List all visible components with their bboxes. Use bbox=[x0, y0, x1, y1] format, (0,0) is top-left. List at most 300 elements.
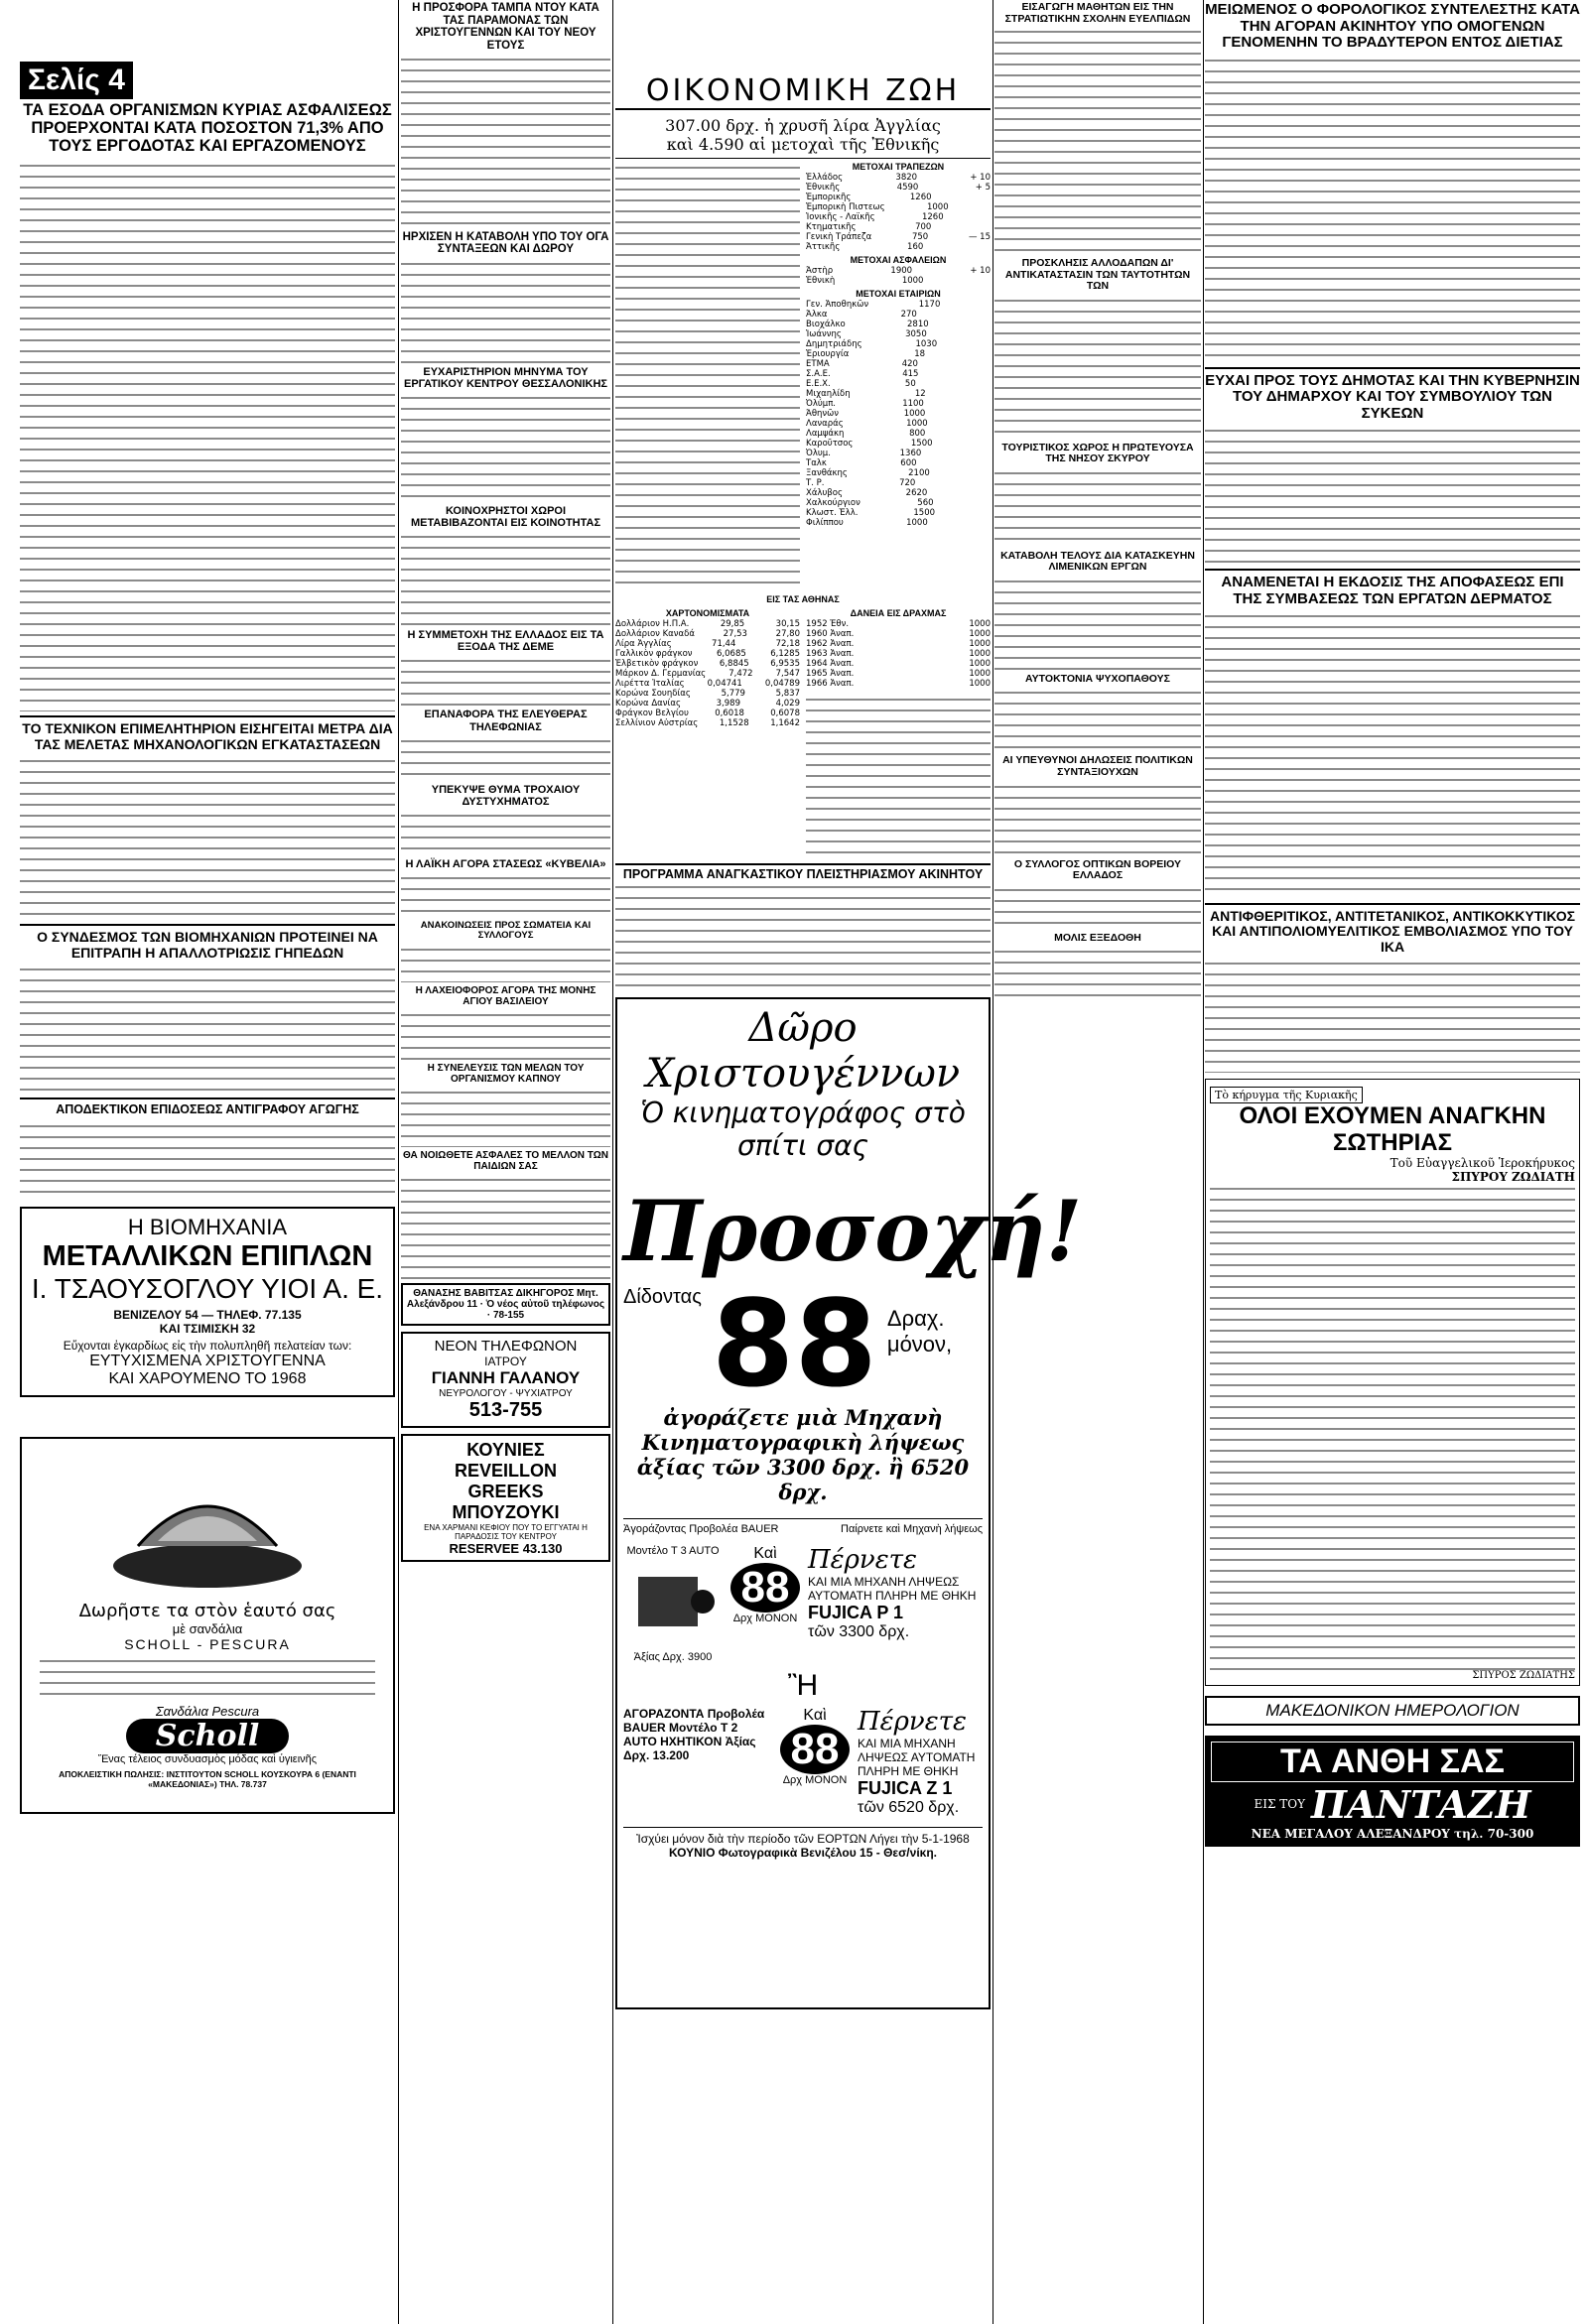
table-cell: Ἐθνικὴ bbox=[806, 275, 836, 286]
ad-subtitle: Ὁ κινηματογράφος στὸ σπίτι σας bbox=[640, 1096, 966, 1162]
table-cell: Γαλλικὸν φράγκον bbox=[615, 648, 693, 659]
table-row bbox=[615, 629, 800, 639]
table-cell: + 10 bbox=[970, 172, 991, 183]
table-cell: Ἐμπορικὴ Πιστεως bbox=[806, 201, 885, 212]
table-cell: 27,80 bbox=[775, 628, 800, 639]
table-cell: 1000 bbox=[901, 275, 924, 286]
table-row bbox=[806, 488, 991, 498]
headline-harbour: ΚΑΤΑΒΟΛΗ ΤΕΛΟΥΣ ΔΙΑ ΚΑΤΑΣΚΕΥΗΝ ΛΙΜΕΝΙΚΩΝ ΕΡΓΩΝ bbox=[1000, 549, 1195, 574]
table-cell: Λαμψάκη bbox=[806, 428, 845, 439]
article-body bbox=[994, 885, 1201, 930]
article-body bbox=[401, 393, 610, 502]
article-body bbox=[401, 532, 610, 626]
article-body bbox=[20, 965, 395, 1094]
headline-telephony: ΕΠΑΝΑΦΟΡΑ ΤΗΣ ΕΛΕΥΘΕΡΑΣ ΤΗΛΕΦΩΝΙΑΣ bbox=[424, 709, 588, 733]
table-row bbox=[806, 369, 991, 379]
table-row bbox=[615, 649, 800, 659]
bank-shares-table bbox=[806, 173, 991, 252]
table-row bbox=[615, 679, 800, 689]
table-cell: Γενικὴ Τράπεζα bbox=[806, 231, 872, 242]
ad-line: ΚΟΥΝΙΟ Φωτογραφικὰ Βενιζέλου 15 - Θεσ/νίκη. bbox=[668, 1845, 938, 1860]
ad-line: Πέρνετε bbox=[858, 1706, 968, 1737]
furniture-advertisement bbox=[20, 1207, 395, 1397]
table-cell: 1963 Ἀναπ. bbox=[806, 648, 855, 659]
table-cell: 1100 bbox=[902, 398, 924, 409]
table-cell: Ἐμπορικῆς bbox=[806, 192, 852, 202]
table-cell: Κορώνα Δανίας bbox=[615, 698, 681, 709]
column-3-economy bbox=[615, 0, 1083, 2324]
flowers-ad bbox=[1205, 1736, 1580, 1847]
table-row bbox=[806, 458, 991, 468]
table-cell: 29,85 bbox=[720, 618, 745, 629]
loans-table bbox=[806, 619, 991, 689]
table-cell: Τ. Ρ. bbox=[806, 477, 825, 488]
table-row bbox=[806, 518, 991, 528]
table-cell: 0,04741 bbox=[707, 678, 742, 689]
table-cell: — 15 bbox=[968, 231, 991, 242]
ad-body bbox=[40, 1656, 375, 1700]
headline-children-future: ΘΑ ΝΟΙΩΘΕΤΕ ΑΣΦΑΛΕΣ ΤΟ ΜΕΛΛΟΝ ΤΩΝ ΠΑΙΔΙΩΝ ΣΑΣ bbox=[403, 1149, 608, 1172]
table-row bbox=[806, 349, 991, 359]
article-body bbox=[1205, 611, 1580, 899]
lawyer-ad: ΘΑΝΑΣΗΣ ΒΑΒΙΤΣΑΣ ΔΙΚΗΓΟΡΟΣ Μητ. Αλεξάνδρου 11 · Ὁ νέος αὐτοῦ τηλέφωνος · 78-155 bbox=[401, 1283, 610, 1326]
table-row bbox=[806, 173, 991, 183]
table-cell: 1030 bbox=[915, 338, 938, 349]
table-row bbox=[806, 329, 991, 339]
table-cell: Καροῦτσος bbox=[806, 438, 854, 449]
table-row bbox=[806, 276, 991, 286]
table-cell: 6,9535 bbox=[770, 658, 800, 669]
article-body bbox=[401, 1175, 610, 1279]
ad-line: ΝΕΟΝ ΤΗΛΕΦΩΝΟΝ bbox=[434, 1337, 578, 1355]
table-row bbox=[615, 639, 800, 649]
byline-name: ΣΠΥΡΟΥ ΖΩΔΙΑΤΗ bbox=[1451, 1169, 1575, 1184]
table-cell: 18 bbox=[914, 348, 926, 359]
column-4 bbox=[994, 0, 1201, 2324]
table-row bbox=[806, 669, 991, 679]
table-cell: 1,1642 bbox=[770, 717, 800, 728]
table-cell: Ἰονικῆς - Λαϊκῆς bbox=[806, 211, 875, 222]
ad-line: ΝΕΥΡΟΛΟΓΟΥ - ΨΥΧΙΑΤΡΟΥ bbox=[439, 1387, 573, 1399]
table-cell: 1260 bbox=[921, 211, 944, 222]
column-2 bbox=[401, 0, 610, 2324]
table-cell: Μάρκον Δ. Γερμανίας bbox=[615, 668, 707, 679]
ad-line: Η ΒΙΟΜΗΧΑΝΙΑ bbox=[127, 1214, 288, 1239]
ad-line: Καὶ bbox=[753, 1544, 777, 1562]
headline-opticians: Ο ΣΥΛΛΟΓΟΣ ΟΠΤΙΚΩΝ ΒΟΡΕΙΟΥ ΕΛΛΑΔΟΣ bbox=[1013, 857, 1182, 882]
table-row bbox=[806, 300, 991, 310]
table-row bbox=[615, 718, 800, 728]
table-cell: Ἑλλάδος bbox=[806, 172, 844, 183]
ad-line: Σανδάλια Pescura bbox=[155, 1703, 260, 1719]
article-body bbox=[994, 296, 1201, 440]
table-cell: Λαναράς bbox=[806, 418, 844, 429]
table-row bbox=[615, 669, 800, 679]
ad-line: ΕΙΣ ΤΟΥ bbox=[1254, 1797, 1306, 1812]
economy-section-title: ΟΙΚΟΝΟΜΙΚΗ ΖΩΗ bbox=[615, 73, 991, 110]
ad-title: Δῶρο Χριστουγέννων bbox=[645, 1004, 961, 1097]
ad-line: ΚΑΙ ΜΙΑ ΜΗΧΑΝΗ ΛΗΨΕΩΣ ΑΥΤΟΜΑΤΗ ΠΛΗΡΗ ΜΕ ΘΗΚΗ bbox=[858, 1736, 976, 1778]
table-cell: 1000 bbox=[969, 638, 991, 649]
table-row bbox=[806, 679, 991, 689]
article-body bbox=[994, 782, 1201, 856]
table-cell: 3050 bbox=[905, 328, 927, 339]
table-row bbox=[806, 468, 991, 478]
headline-lottery-market: Η ΛΑΧΕΙΟΦΟΡΟΣ ΑΓΟΡΑ ΤΗΣ ΜΟΝΗΣ ΑΓΙΟΥ ΒΑΣΙΛΕΙΟΥ bbox=[415, 984, 596, 1007]
headline-labor-center: ΕΥΧΑΡΙΣΤΗΡΙΟΝ ΜΗΝΥΜΑ ΤΟΥ ΕΡΓΑΤΙΚΟΥ ΚΕΝΤΡΟΥ ΘΕΣΣΑΛΟΝΙΚΗΣ bbox=[403, 365, 608, 390]
table-cell: 1000 bbox=[926, 201, 949, 212]
table-row bbox=[806, 649, 991, 659]
ad-line: Δίδοντας bbox=[623, 1285, 702, 1308]
table-cell: 1964 Ἀναπ. bbox=[806, 658, 855, 669]
headline-leather-workers: ΑΝΑΜΕΝΕΤΑΙ Η ΕΚΔΟΣΙΣ ΤΗΣ ΑΠΟΦΑΣΕΩΣ ΕΠΙ ΤΗΣ ΣΥΜΒΑΣΕΩΣ ΤΩΝ ΕΡΓΑΤΩΝ ΔΕΡΜΑΤΟΣ bbox=[1205, 569, 1580, 607]
table-row bbox=[615, 659, 800, 669]
ad-line: ΜΠΟΥΖΟΥΚΙ bbox=[452, 1501, 560, 1522]
ad-line: Ἰσχύει μόνον διὰ τὴν περίοδο τῶν ΕΟΡΤΩΝ Λήγει τὴν 5-1-1968 bbox=[623, 1827, 983, 1846]
table-cell: Κτηματικῆς bbox=[806, 221, 857, 232]
ad-line: Δρχ ΜΟΝΟΝ bbox=[782, 1773, 848, 1786]
economy-subtitle: 307.00 δρχ. ἡ χρυσῆ λίρα Ἀγγλίας bbox=[665, 116, 941, 135]
article-body bbox=[401, 1010, 610, 1060]
table-row bbox=[806, 222, 991, 232]
ad-line: ΑΠΟΚΛΕΙΣΤΙΚΗ ΠΩΛΗΣΙΣ: ΙΝΣΤΙΤΟΥΤΟΝ SCHOLL ΚΟΥΣΚΟΥΡΑ 6 (ΕΝΑΝΤΙ «ΜΑΚΕΔΟΝΙΑΣ») ΤΗΛ. 78.737 bbox=[59, 1768, 356, 1789]
sermon-body bbox=[1210, 1184, 1575, 1670]
cinema-camera-ad bbox=[615, 997, 1083, 2009]
ad-line: Ἕνας τέλειος συνδυασμὸς μόδας καὶ ὑγιεινῆς bbox=[97, 1752, 318, 1765]
ad-line: Ἀγοράζοντας Προβολέα BAUER bbox=[623, 1522, 779, 1535]
headline-oga: ΗΡΧΙΣΕΝ Η ΚΑΤΑΒΟΛΗ ΥΠΟ ΤΟΥ ΟΓΑ ΣΥΝΤΑΞΕΩΝ ΚΑΙ ΔΩΡΟΥ bbox=[402, 230, 609, 256]
table-row bbox=[806, 193, 991, 202]
table-cell: 1260 bbox=[909, 192, 932, 202]
table-title: ΜΕΤΟΧΑΙ ΤΡΑΠΕΖΩΝ bbox=[852, 162, 945, 172]
table-row bbox=[806, 379, 991, 389]
ad-line: 513-755 bbox=[468, 1398, 543, 1421]
market-article bbox=[615, 163, 800, 589]
table-row bbox=[615, 619, 800, 629]
table-cell: Δολλάριον Καναδά bbox=[615, 628, 695, 639]
table-cell: Ὀλυμ. bbox=[806, 448, 831, 458]
ad-line: τῶν 6520 δρχ. bbox=[858, 1798, 960, 1816]
table-row bbox=[806, 629, 991, 639]
headline-pensioners: ΑΙ ΥΠΕΥΘΥΝΟΙ ΔΗΛΩΣΕΙΣ ΠΟΛΙΤΙΚΩΝ ΣΥΝΤΑΞΙΟΥΧΩΝ bbox=[1002, 754, 1193, 779]
table-cell: Χάλυβος bbox=[806, 487, 843, 498]
table-cell: Ἀθηνῶν bbox=[806, 408, 840, 419]
table-row bbox=[615, 699, 800, 709]
table-cell: Ἐριουργία bbox=[806, 348, 850, 359]
headline-tax-rate: ΜΕΙΩΜΕΝΟΣ Ο ΦΟΡΟΛΟΓΙΚΟΣ ΣΥΝΤΕΛΕΣΤΗΣ ΚΑΤΑ ΤΗΝ ΑΓΟΡΑΝ ΑΚΙΝΗΤΟΥ ΥΠΟ ΟΜΟΓΕΝΩΝ ΓΕΝΟΜΕΝΗΝ ΤΟ ΒΡΑΔΥΤΕΡΟΝ ΕΝΤΟΣ ΔΙΕΤΙΑΣ bbox=[1205, 1, 1580, 51]
table-cell: 1500 bbox=[910, 438, 933, 449]
table-cell: 600 bbox=[900, 457, 917, 468]
table-cell: 750 bbox=[911, 231, 929, 242]
table-cell: 7,472 bbox=[728, 668, 753, 679]
article-body bbox=[401, 873, 610, 918]
table-row bbox=[806, 419, 991, 429]
table-cell: Γεν. Ἀποθηκῶν bbox=[806, 299, 869, 310]
table-row bbox=[806, 439, 991, 449]
headline-common-spaces: ΚΟΙΝΟΧΡΗΣΤΟΙ ΧΩΡΟΙ ΜΕΤΑΒΙΒΑΖΟΝΤΑΙ ΕΙΣ ΚΟΙΝΟΤΗΤΑΣ bbox=[410, 505, 601, 530]
headline-tobacco: Η ΣΥΝΕΛΕΥΣΙΣ ΤΩΝ ΜΕΛΩΝ ΤΟΥ ΟΡΓΑΝΙΣΜΟΥ ΚΑΠΝΟΥ bbox=[427, 1062, 585, 1085]
table-row bbox=[806, 399, 991, 409]
table-cell: 6,0685 bbox=[717, 648, 746, 659]
table-cell: 1,1528 bbox=[719, 717, 749, 728]
ad-line: ΤΑ ΑΝΘΗ ΣΑΣ bbox=[1211, 1742, 1574, 1782]
table-cell: + 10 bbox=[970, 265, 991, 276]
ad-line: ΝΕΑ ΜΕΓΑΛΟΥ ΑΛΕΞΑΝΔΡΟΥ τηλ. 70-300 bbox=[1251, 1826, 1534, 1841]
ad-line: ΚΑΙ ΜΙΑ ΜΗΧΑΝΗ ΛΗΨΕΩΣ ΑΥΤΟΜΑΤΗ ΠΛΗΡΗ ΜΕ ΘΗΚΗ bbox=[808, 1574, 977, 1603]
headline-skyros: ΤΟΥΡΙΣΤΙΚΟΣ ΧΩΡΟΣ Η ΠΡΩΤΕΥΟΥΣΑ ΤΗΣ ΝΗΣΟΥ ΣΚΥΡΟΥ bbox=[1001, 441, 1194, 465]
article-body bbox=[1205, 426, 1580, 565]
headline-market: Η ΛΑΪΚΗ ΑΓΟΡΑ ΣΤΑΣΕΩΣ «ΚΥΒΕΛΙΑ» bbox=[405, 857, 606, 870]
headline-salvation: ΟΛΟΙ ΕΧΟΥΜΕΝ ΑΝΑΓΚΗΝ ΣΩΤΗΡΙΑΣ bbox=[1239, 1102, 1546, 1156]
table-row bbox=[806, 449, 991, 458]
table-cell: Ἑλβετικὸν φράγκον bbox=[615, 658, 699, 669]
ad-line: Πέρνετε bbox=[808, 1544, 918, 1575]
table-title: ΕΙΣ ΤΑΣ ΑΘΗΝΑΣ bbox=[766, 594, 840, 604]
article-body bbox=[20, 1121, 395, 1201]
table-cell: 4,029 bbox=[775, 698, 800, 709]
headline-court-notice: ΑΠΟΔΕΚΤΙΚΟΝ ΕΠΙΔΟΣΕΩΣ ΑΝΤΙΓΡΑΦΟΥ ΑΓΩΓΗΣ bbox=[20, 1097, 395, 1117]
headline-vaccination: ΑΝΤΙΦΘΕΡΙΤΙΚΟΣ, ΑΝΤΙΤΕΤΑΝΙΚΟΣ, ΑΝΤΙΚΟΚΚΥΤΙΚΟΣ ΚΑΙ ΑΝΤΙΠΟΛΙΟΜΥΕΛΙΤΙΚΟΣ ΕΜΒΟΛΙΑΣΜΟΣ ΥΠΟ ΤΟΥ ΙΚΑ bbox=[1205, 903, 1580, 955]
table-cell: 5,779 bbox=[721, 688, 745, 699]
headline-just-published: ΜΟΛΙΣ ΕΞΕΔΟΘΗ bbox=[1054, 931, 1141, 944]
ad-line: REVEILLON bbox=[454, 1460, 557, 1481]
article-body bbox=[20, 161, 395, 711]
ad-line: FUJICA Z 1 bbox=[858, 1777, 953, 1798]
table-cell: 1965 Ἀναπ. bbox=[806, 668, 855, 679]
ad-line: Καὶ bbox=[803, 1706, 827, 1724]
table-cell: Φιλίππου bbox=[806, 517, 844, 528]
table-cell: 2810 bbox=[907, 319, 929, 329]
table-cell: 2100 bbox=[908, 467, 930, 478]
scholl-logo: Scholl bbox=[126, 1719, 290, 1753]
table-row bbox=[806, 429, 991, 439]
table-cell: 0,04789 bbox=[764, 678, 800, 689]
ad-line: ΕΝΑ ΧΑΡΜΑΝΙ ΚΕΦΙΟΥ ΠΟΥ ΤΟ ΕΓΓΥΑΤΑΙ Η ΠΑΡΑΔΟΣΙΣ ΤΟΥ ΚΕΝΤΡΟΥ bbox=[424, 1522, 588, 1541]
table-cell: Ἀστὴρ bbox=[806, 265, 834, 276]
nightclub-ad bbox=[401, 1434, 610, 1562]
table-cell: 3,989 bbox=[716, 698, 740, 709]
ad-line: Δωρῆστε τα στὸν ἑαυτό σας bbox=[78, 1600, 336, 1621]
table-cell: 1000 bbox=[906, 418, 928, 429]
ad-line: Δραχ. μόνον, bbox=[886, 1305, 953, 1356]
table-row bbox=[806, 339, 991, 349]
table-cell: 0,6018 bbox=[715, 708, 744, 718]
table-cell: 6,8845 bbox=[719, 658, 749, 669]
table-cell: Ἐθνικῆς bbox=[806, 182, 841, 193]
table-cell: Ὀλύμπ. bbox=[806, 398, 837, 409]
ad-price-badge: 88 bbox=[730, 1563, 800, 1613]
insurance-shares-table bbox=[806, 266, 991, 286]
economy-subtitle: καὶ 4.590 αἱ μετοχαὶ τῆς Ἐθνικῆς bbox=[615, 135, 991, 159]
article-body bbox=[401, 55, 610, 228]
table-cell: 0,6078 bbox=[770, 708, 800, 718]
table-cell: 1000 bbox=[969, 668, 991, 679]
table-cell: 700 bbox=[915, 221, 932, 232]
ad-line: Ἢ bbox=[787, 1668, 819, 1702]
table-cell: Λίρα Ἀγγλίας bbox=[615, 638, 672, 649]
table-row bbox=[806, 659, 991, 669]
ad-line: ΚΟΥΝΙΕΣ bbox=[466, 1439, 545, 1460]
table-cell: 1900 bbox=[890, 265, 913, 276]
table-cell: 1000 bbox=[969, 648, 991, 659]
table-cell: 1170 bbox=[918, 299, 941, 310]
ad-price-badge: 88 bbox=[780, 1725, 850, 1774]
table-cell: Λιρέττα Ἰταλίας bbox=[615, 678, 685, 689]
table-cell: 7,547 bbox=[775, 668, 800, 679]
sermon-box bbox=[1205, 1079, 1580, 1686]
article-body bbox=[994, 688, 1201, 752]
headline-industry-union: Ο ΣΥΝΔΕΣΜΟΣ ΤΩΝ ΒΙΟΜΗΧΑΝΙΩΝ ΠΡΟΤΕΙΝΕΙ ΝΑ ΕΠΙΤΡΑΠΗ Η ΑΠΑΛΛΟΤΡΙΩΣΙΣ ΓΗΠΕΔΩΝ bbox=[20, 924, 395, 961]
article-body bbox=[994, 947, 1201, 1001]
ad-line: ΠΑΝΤΑΖΗ bbox=[1311, 1781, 1531, 1827]
ad-line: Παίρνετε καὶ Μηχανὴ λήψεως bbox=[841, 1522, 983, 1535]
calendar-ad: ΜΑΚΕΔΟΝΙΚΟΝ ΗΜΕΡΟΛΟΓΙΟΝ bbox=[1205, 1696, 1580, 1726]
headline-announcements: ΑΝΑΚΟΙΝΩΣΕΙΣ ΠΡΟΣ ΣΩΜΑΤΕΙΑ ΚΑΙ ΣΥΛΛΟΓΟΥΣ bbox=[420, 919, 592, 942]
table-row bbox=[806, 212, 991, 222]
scholl-advertisement bbox=[20, 1437, 395, 1814]
table-row bbox=[806, 202, 991, 212]
table-cell: Ταλκ bbox=[806, 457, 827, 468]
table-cell: 71,44 bbox=[712, 638, 736, 649]
table-cell: 1000 bbox=[903, 408, 926, 419]
article-body bbox=[994, 577, 1201, 671]
table-cell: Δημητριάδης bbox=[806, 338, 862, 349]
loans-block bbox=[806, 609, 991, 853]
table-cell: 270 bbox=[900, 309, 917, 320]
article-body bbox=[1205, 959, 1580, 1073]
headline-accident: ΥΠΕΚΥΨΕ ΘΥΜΑ ΤΡΟΧΑΙΟΥ ΔΥΣΤΥΧΗΜΑΤΟΣ bbox=[431, 783, 581, 808]
table-title: ΜΕΤΟΧΑΙ ΑΣΦΑΛΕΙΩΝ bbox=[850, 254, 947, 265]
table-cell: 3820 bbox=[895, 172, 918, 183]
loans-article bbox=[806, 695, 991, 853]
ad-line: ΚΑΙ ΤΣΙΜΙΣΚΗ 32 bbox=[159, 1321, 256, 1336]
ad-line: GREEKS bbox=[467, 1481, 544, 1501]
table-cell: 50 bbox=[904, 378, 916, 389]
column-5 bbox=[1205, 0, 1580, 2324]
table-cell: 4590 bbox=[896, 182, 919, 193]
table-cell: 1360 bbox=[899, 448, 922, 458]
ad-line: Ι. ΤΣΑΟΥΣΟΓΛΟΥ ΥΙΟΙ Α. Ε. bbox=[31, 1272, 384, 1304]
table-row bbox=[806, 359, 991, 369]
byline: Τοῦ Εὐαγγελικοῦ Ἱεροκήρυκος bbox=[1390, 1155, 1575, 1170]
banknotes-block bbox=[615, 609, 800, 853]
ad-line: τῶν 3300 δρχ. bbox=[808, 1622, 910, 1640]
table-row bbox=[806, 310, 991, 320]
ad-line: Εὔχονται ἐγκαρδίως εἰς τὴν πολυπληθῆ πελατείαν των: bbox=[63, 1338, 352, 1353]
table-row bbox=[806, 232, 991, 242]
table-cell: Φράγκον Βελγίου bbox=[615, 708, 689, 718]
table-row bbox=[806, 266, 991, 276]
ad-line: ΓΙΑΝΝΗ ΓΑΛΑΝΟΥ bbox=[431, 1367, 581, 1387]
table-cell: Ξανθάκης bbox=[806, 467, 848, 478]
table-row bbox=[806, 498, 991, 508]
table-row bbox=[806, 478, 991, 488]
table-cell: 5,837 bbox=[775, 688, 800, 699]
article-body bbox=[20, 756, 395, 920]
ad-line: SCHOLL - PESCURA bbox=[124, 1635, 291, 1652]
table-cell: 30,15 bbox=[775, 618, 800, 629]
ad-line: ΕΥΤΥΧΙΣΜΕΝΑ ΧΡΙΣΤΟΥΓΕΝΝΑ bbox=[89, 1352, 326, 1369]
column-1 bbox=[20, 0, 395, 2324]
table-title: ΔΑΝΕΙΑ ΕΙΣ ΔΡΑΧΜΑΣ bbox=[850, 607, 947, 618]
stock-tables bbox=[806, 163, 991, 589]
article-body bbox=[1205, 56, 1580, 363]
table-cell: Δολλάριον Η.Π.Α. bbox=[615, 618, 690, 629]
page-number-label: Σελίς 4 bbox=[20, 62, 133, 99]
ad-line: μὲ σανδάλια bbox=[172, 1620, 243, 1636]
table-cell: Ε.Ε.Χ. bbox=[806, 378, 831, 389]
headline-military-school: ΕΙΣΑΓΩΓΗ ΜΑΘΗΤΩΝ ΕΙΣ ΤΗΝ ΣΤΡΑΤΙΩΤΙΚΗΝ ΣΧΟΛΗΝ ΕΥΕΛΠΙΔΩΝ bbox=[1004, 1, 1191, 25]
ad-line: ΚΑΙ ΧΑΡΟΥΜΕΝΟ ΤΟ 1968 bbox=[108, 1369, 307, 1387]
ad-line: ΑΓΟΡΑΖΟΝΤΑ Προβολέα BAUER Μοντέλο T 2 AUTO ΗΧΗΤΙΚΟΝ Ἀξίας Δρχ. 13.200 bbox=[623, 1706, 765, 1762]
table-cell: 415 bbox=[902, 368, 919, 379]
table-cell: + 5 bbox=[975, 182, 991, 193]
table-cell: 1962 Ἀναπ. bbox=[806, 638, 855, 649]
table-cell: 2620 bbox=[905, 487, 928, 498]
table-cell: 560 bbox=[917, 497, 934, 508]
table-cell: 160 bbox=[907, 241, 924, 252]
table-cell: 1966 Ἀναπ. bbox=[806, 678, 855, 689]
table-row bbox=[806, 242, 991, 252]
ad-line: ΙΑΤΡΟΥ bbox=[484, 1354, 527, 1368]
table-cell: 12 bbox=[914, 388, 926, 399]
table-row bbox=[806, 639, 991, 649]
banknotes-table bbox=[615, 619, 800, 728]
table-row bbox=[806, 508, 991, 518]
ad-line: FUJICA P 1 bbox=[808, 1602, 904, 1622]
table-cell: Σελλίνιον Αὐστρίας bbox=[615, 717, 699, 728]
table-title: ΧΑΡΤΟΝΟΜΙΣΜΑΤΑ bbox=[665, 607, 750, 618]
table-cell: 1000 bbox=[969, 678, 991, 689]
headline-social-insurance: ΤΑ ΕΣΟΔΑ ΟΡΓΑΝΙΣΜΩΝ ΚΥΡΙΑΣ ΑΣΦΑΛΙΣΕΩΣ ΠΡΟΕΡΧΟΝΤΑΙ ΚΑΤΑ ΠΟΣΟΣΤΟΝ 71,3% ΑΠΟ ΤΟΥΣ ΕΡΓΟΔΟΤΑΣ ΚΑΙ ΕΡΓΑΖΟΜΕΝΟΥΣ bbox=[23, 101, 392, 156]
table-row bbox=[806, 409, 991, 419]
table-row bbox=[806, 183, 991, 193]
table-cell: Κορώνα Σουηδίας bbox=[615, 688, 691, 699]
table-cell: 1952 Ἐθν. bbox=[806, 618, 850, 629]
table-cell: 420 bbox=[901, 358, 918, 369]
table-title: ΜΕΤΟΧΑΙ ΕΤΑΙΡΙΩΝ bbox=[856, 288, 941, 299]
signature: ΣΠΥΡΟΣ ΖΩΔΙΑΤΗΣ bbox=[1472, 1669, 1575, 1681]
table-cell: Ἀλκα bbox=[806, 309, 828, 320]
sermon-box-label: Τὸ κήρυγμα τῆς Κυριακῆς bbox=[1210, 1087, 1363, 1103]
ad-offer: ἀγοράζετε μιὰ Μηχανὴ Κινηματογραφικὴ λήψεως ἀξίας τῶν 3300 δρχ. ἢ 6520 δρχ. bbox=[636, 1404, 970, 1504]
article-body bbox=[994, 468, 1201, 548]
table-cell: ΕΤΜΑ bbox=[806, 358, 830, 369]
article-body bbox=[401, 811, 610, 855]
table-row bbox=[615, 709, 800, 718]
table-cell: 1000 bbox=[906, 517, 928, 528]
headline-deme: Η ΣΥΜΜΕΤΟΧΗ ΤΗΣ ΕΛΛΑΔΟΣ ΕΙΣ ΤΑ ΕΞΟΔΑ ΤΗΣ ΔΕΜΕ bbox=[407, 629, 604, 654]
table-row bbox=[806, 619, 991, 629]
company-shares-table bbox=[806, 300, 991, 528]
headline-sykies-wishes: ΕΥΧΑΙ ΠΡΟΣ ΤΟΥΣ ΔΗΜΟΤΑΣ ΚΑΙ ΤΗΝ ΚΥΒΕΡΝΗΣΙΝ ΤΟΥ ΔΗΜΑΡΧΟΥ ΚΑΙ ΤΟΥ ΣΥΜΒΟΥΛΙΟΥ ΤΩΝ ΣΥΚΕΩΝ bbox=[1205, 367, 1580, 423]
article-body bbox=[994, 27, 1201, 255]
article-body bbox=[401, 656, 610, 706]
table-cell: 1960 Ἀναπ. bbox=[806, 628, 855, 639]
table-cell: Ἀττικῆς bbox=[806, 241, 841, 252]
headline-aliens: ΠΡΟΣΚΛΗΣΙΣ ΑΛΛΟΔΑΠΩΝ ΔΙ' ΑΝΤΙΚΑΤΑΣΤΑΣΙΝ ΤΩΝ ΤΑΥΤΟΤΗΤΩΝ ΤΩΝ bbox=[1004, 257, 1191, 293]
headline-suicide: ΑΥΤΟΚΤΟΝΙΑ ΨΥΧΟΠΑΘΟΥΣ bbox=[1025, 672, 1170, 685]
table-row bbox=[615, 689, 800, 699]
ad-attention: Προσοχή! bbox=[623, 1181, 1083, 1280]
table-cell: 27,53 bbox=[723, 628, 747, 639]
article-body bbox=[401, 945, 610, 982]
headline-technical-chamber: ΤΟ ΤΕΧΝΙΚΟΝ ΕΠΙΜΕΛΗΤΗΡΙΟΝ ΕΙΣΗΓΕΙΤΑΙ ΜΕΤΡΑ ΔΙΑ ΤΑΣ ΜΕΛΕΤΑΣ ΜΗΧΑΝΟΛΟΓΙΚΩΝ ΕΓΚΑΤΑΣΤΑΣΕΩΝ bbox=[20, 715, 395, 752]
doctor-ad bbox=[401, 1332, 610, 1428]
table-cell: Μιχαηλίδη bbox=[806, 388, 851, 399]
ad-line: ΒΕΝΙΖΕΛΟΥ 54 — ΤΗΛΕΦ. 77.135 bbox=[113, 1307, 302, 1322]
article-body bbox=[401, 736, 610, 781]
